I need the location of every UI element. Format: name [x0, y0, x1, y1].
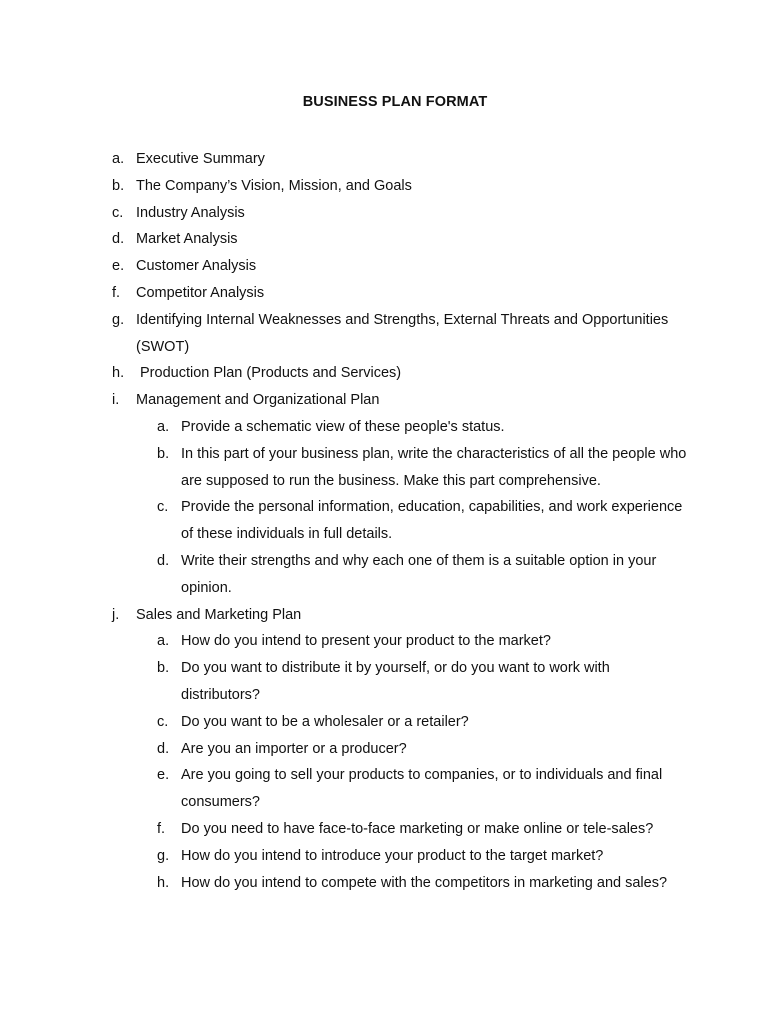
outline-item-management-plan	[112, 387, 692, 414]
outline-item-production-plan	[112, 360, 692, 387]
subitem-marker: f.	[157, 820, 166, 837]
subitem-text: Do you need to have face-to-face marketing or make online or tele-sales?	[181, 820, 654, 837]
subitem-text: How do you intend to introduce your product to the target market?	[181, 847, 604, 864]
outline-text: Industry Analysis	[136, 204, 245, 221]
subitem-marker: a.	[157, 418, 170, 435]
subitem-text: Do you want to be a wholesaler or a retailer?	[181, 713, 469, 730]
outline-marker: d.	[112, 231, 125, 248]
outline-text: Management and Organizational Plan	[136, 392, 380, 409]
outline-text: Market Analysis	[136, 231, 238, 248]
subitem-marker: b.	[157, 445, 170, 462]
outline-item-industry-analysis	[112, 200, 692, 227]
subitem-text: Do you want to distribute it by yourself, or do you want to work with distributors?	[181, 660, 610, 703]
subitem-text: Provide the personal information, education, capabilities, and work experience of these individuals in full details.	[181, 499, 683, 543]
subitem-text: Are you an importer or a producer?	[181, 740, 407, 757]
outline-item-customer-analysis	[112, 253, 692, 280]
outline-marker: j.	[112, 606, 120, 623]
subitem-text: Write their strengths and why each one of them is a suitable option in your opinion.	[181, 552, 657, 596]
outline-item-competitor-analysis	[112, 280, 692, 307]
management-subitem	[157, 441, 692, 495]
sales-subitem	[157, 736, 692, 763]
business-plan-outline	[112, 146, 692, 896]
management-subitem	[157, 414, 692, 441]
outline-item-market-analysis	[112, 226, 692, 253]
subitem-marker: c.	[157, 499, 169, 516]
sales-subitems	[157, 628, 692, 896]
sales-subitem	[157, 816, 692, 843]
outline-marker: e.	[112, 258, 125, 275]
outline-text: Sales and Marketing Plan	[136, 606, 302, 623]
subitem-marker: c.	[157, 713, 169, 730]
outline-marker: h.	[112, 365, 125, 382]
subitem-marker: d.	[157, 740, 170, 757]
management-subitem	[157, 494, 692, 548]
sales-subitem	[157, 655, 692, 709]
outline-marker: c.	[112, 204, 124, 221]
subitem-text: Are you going to sell your products to companies, or to individuals and final consumers?	[181, 767, 663, 811]
subitem-marker: b.	[157, 660, 170, 677]
outline-item-executive-summary	[112, 146, 692, 173]
outline-text: Customer Analysis	[136, 258, 257, 275]
outline-text: Identifying Internal Weaknesses and Strengths, External Threats and Opportunities (SWOT)	[136, 311, 669, 355]
subitem-marker: d.	[157, 552, 170, 569]
outline-marker: a.	[112, 151, 125, 167]
outline-item-sales-marketing-plan	[112, 602, 692, 629]
outline-text: Competitor Analysis	[136, 284, 265, 301]
outline-marker: f.	[112, 284, 121, 301]
subitem-marker: h.	[157, 874, 170, 891]
sales-subitem	[157, 762, 692, 816]
outline-text: Production Plan (Products and Services)	[140, 365, 402, 382]
management-subitem	[157, 548, 692, 602]
sales-subitem	[157, 843, 692, 870]
subitem-text: How do you intend to present your product to the market?	[181, 633, 551, 650]
sales-subitem	[157, 870, 692, 897]
document-title: BUSINESS PLAN FORMAT	[302, 94, 488, 110]
sales-subitem	[157, 709, 692, 736]
outline-marker: i.	[112, 392, 120, 409]
subitem-text: How do you intend to compete with the competitors in marketing and sales?	[181, 874, 668, 891]
subitem-marker: a.	[157, 633, 170, 650]
outline-marker: g.	[112, 311, 125, 328]
subitem-text: Provide a schematic view of these people's status.	[181, 418, 505, 435]
management-subitems	[157, 414, 692, 602]
subitem-marker: g.	[157, 847, 170, 864]
outline-marker: b.	[112, 177, 125, 194]
subitem-marker: e.	[157, 767, 170, 784]
sales-subitem	[157, 628, 692, 655]
outline-text: The Company’s Vision, Mission, and Goals	[136, 177, 412, 194]
outline-item-swot	[112, 307, 692, 361]
outline-text: Executive Summary	[136, 151, 265, 167]
subitem-text: In this part of your business plan, write the characteristics of all the people who are supposed to run the business. Make this part comprehensive.	[181, 445, 687, 489]
outline-item-company-vision	[112, 173, 692, 200]
